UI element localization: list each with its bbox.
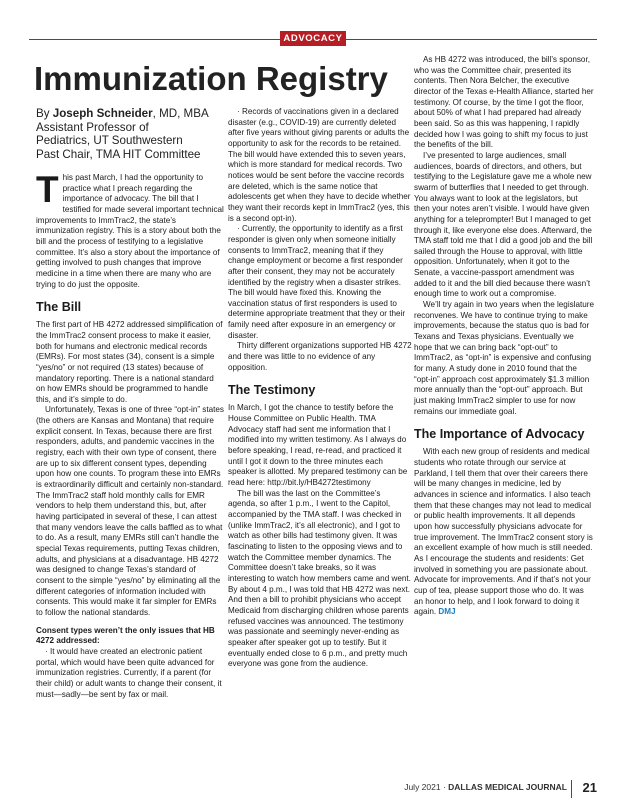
heading-the-bill: The Bill [36, 300, 82, 315]
bill-paragraph-1: The first part of HB 4272 addressed simplification of the ImmTrac2 consent process to make it easier, both for humans and electronic medical records (EMRs). For most states (34), consent is a simple “yes/no” or not required (13 states) because of mandatory reporting. There is a national standard on how EMRs should be programmed to handle this, and it’s simple to do. [36, 320, 223, 404]
footer-date: July 2021 [404, 782, 441, 792]
byline-author-line: By Joseph Schneider, MD, MBA [36, 107, 209, 120]
section-tag: ADVOCACY [280, 31, 346, 46]
intro-paragraph: This past March, I had the opportunity to practice what I preach regarding the importance of advocacy. The bill that I testified for made several important technical improvements to ImmTrac2, the state’s immunization registry. This is a story about both the bill and the process of testifying to a legislative committee. It’s also a story about the importance of getting involved to push changes that improve medicine in a time when there are many who are trying to do just the opposite. [36, 169, 224, 289]
testimony-paragraph-3: As HB 4272 was introduced, the bill’s sponsor, who was the Committee chair, presented its contents. Then Nora Belcher, the executive director of the Texas e-Health Alliance, started her testimony. Of course, by the time I got the floor, about 50% of what I had prepared had already been said. So as this was happening, I rapidly decided how I was going to shift my focus to just the benefits of the bill. [414, 55, 594, 150]
article-title: Immunization Registry [34, 60, 388, 97]
testimony-paragraph-1: In March, I got the chance to testify before the House Committee on Public Health. TMA Advocacy staff had sent me information that I modified into my written testimony. As I always do before speaking, I read, re-read, and practiced it until I got it down to the three minutes each speaker is allotted. My prepared testimony can be read here: http://bit.ly/HB4272testimony [228, 403, 408, 487]
bill-paragraph-2: Unfortunately, Texas is one of three “opt-in” states (the others are Kansas and Montana) that require explicit consent. In Texas, because there are first responders, adults, and pandemic vaccines in the registry, each with their own type of consent, there are up to six different consent types, depending upon how one counts. To program these into EMRs is extraordinarily difficult and certainly non-standard. The ImmTrac2 staff hold monthly calls for EMR vendors to help them understand this, but, after having participated in several of these, I can attest that many vendors leave the calls baffled as to what to do. As a result, many EMRs still can’t handle the special Texas requirements, putting Texas children, adults, and physicians at a disadvantage. HB 4272 was designed to change Texas’s standard of consent to the simple “yes/no” by eliminating all the different categories of information included with consents. This would make it far simpler for EMRs to follow the national standards. [36, 405, 224, 617]
bill-subhead: Consent types weren’t the only issues that HB 4272 addressed: [36, 625, 215, 646]
page-number: 21 [582, 780, 597, 795]
end-mark: DMJ [438, 607, 456, 617]
byline [36, 107, 221, 162]
column-3 [414, 55, 594, 618]
page-footer [404, 779, 597, 799]
footer-journal: DALLAS MEDICAL JOURNAL [448, 782, 567, 792]
testimony-paragraph-4: I’ve presented to large audiences, small audiences, boards of directors, and others, but testifying to the Legislature gave me a whole new swarm of butterflies that I needed to get through. You always want to look at the legislators, but then your notes aren’t visible. I would have given anything for a teleprompter! But I managed to get through it, like everyone else does. Afterward, the TMA staff told me that I did a good job and the bill sailed through the House to approval, with little opposition. Unfortunately, when it got to the Senate, a vaccine-passport amendment was added to it and the bill died because there wasn’t enough time to work out a compromise. [414, 150, 593, 299]
heading-the-testimony: The Testimony [228, 383, 316, 398]
byline-title-line: Assistant Professor of [36, 120, 149, 134]
byline-affiliation-line: Pediatrics, UT Southwestern [36, 134, 183, 148]
testimony-paragraph-5: We’ll try again in two years when the legislature reconvenes. We have to continue trying to make improvements, because the status quo is bad for Texans and Texas physicians. Eventually we hope that we can bring back “opt-out” to ImmTrac2, as “opt-in” is expensive and confusing for many. A study done in 2010 found that the “opt-in” approach cost approximately $1.3 million more annually than the “opt-out” approach. But just making ImmTrac2 simpler to use for now remains our immediate goal. [414, 300, 595, 416]
author-name: Joseph Schneider [52, 107, 153, 120]
footer-separator-bar [571, 780, 573, 798]
bill-paragraph-3: · It would have created an electronic patient portal, which would have been quite advanced for immunization registries. Currently, if a parent (for their child) or adult wants to change their consent, it must—sadly—be sent by fax or mail. [36, 646, 222, 699]
byline-role-line: Past Chair, TMA HIT Committee [36, 148, 201, 162]
drop-cap: T [36, 169, 59, 210]
testimony-paragraph-2: The bill was the last on the Committee’s agenda, so after 1 p.m., I went to the Capitol, accompanied by the TMA staff. I was checked in (unlike ImmTrac2, it’s all electronic), and I got to watch as other bills had testimony given. It was fascinating to listen to the opposing views and to watch the Committee member dynamics. The Committee doesn’t take breaks, so it was interesting to watch how members came and went. By about 4 p.m., I was told that HB 4272 was next. And then a bill to prohibit physicians who accept Medicaid from discharging children whose parents refused vaccines was announced. The testimony was passionate and seemingly never-ending as speaker after speaker got up to testify. But it eventually ended close to 6 p.m., and pretty much everyone was gone from the audience. [228, 488, 411, 669]
column-1 [36, 169, 224, 700]
advocacy-paragraph-1: With each new group of residents and medical students who rotate through our service at Parkland, I tell them that over their careers there will be many changes in medicine, led by advances in science and informatics. I also teach them that these changes may not lead to medical or public health improvements. It all depends upon how successfully physicians advocate for true improvement. The ImmTrac2 consent story is an excellent example of how much is still needed. As I encourage the students and residents: Get involved in something you are passionate about. Advocate for improvements. And if that’s not your cup of tea, please support those who do. It was an honor to help, and I look forward to doing it again. DMJ [414, 447, 593, 617]
bill-paragraph-5: · Currently, the opportunity to identify as a first responder is given only when someone initially consents to ImmTrac2, meaning that if they change employment or become a first responder after their consent, they may not be accurately identified by the registry when a disaster strikes. The bill would have fixed this. Knowing the vaccination status of first responders is used to determine appropriate treatment that they or their family need after exposure in an emergency or disaster. [228, 224, 406, 340]
footer-text: July 2021 · DALLAS MEDICAL JOURNAL [404, 782, 567, 792]
heading-importance-of-advocacy: The Importance of Advocacy [414, 427, 585, 442]
bill-paragraph-4: · Records of vaccinations given in a declared disaster (e.g., COVID-19) are currently deleted after five years without giving parents or adults the opportunity to ask for the records to be retained. The bill would have extended this to seven years, which is more standard for medical records. Two notices would be sent before the vaccine records are deleted, which is the same notice that adolescents get when they have to decide whether they want their records kept in ImmTrac2 (yes, this is a second opt-in). [228, 107, 411, 223]
bill-paragraph-6: Thirty different organizations supported HB 4272 and there was little to no evidence of any opposition. [228, 341, 412, 372]
column-2 [228, 107, 412, 670]
